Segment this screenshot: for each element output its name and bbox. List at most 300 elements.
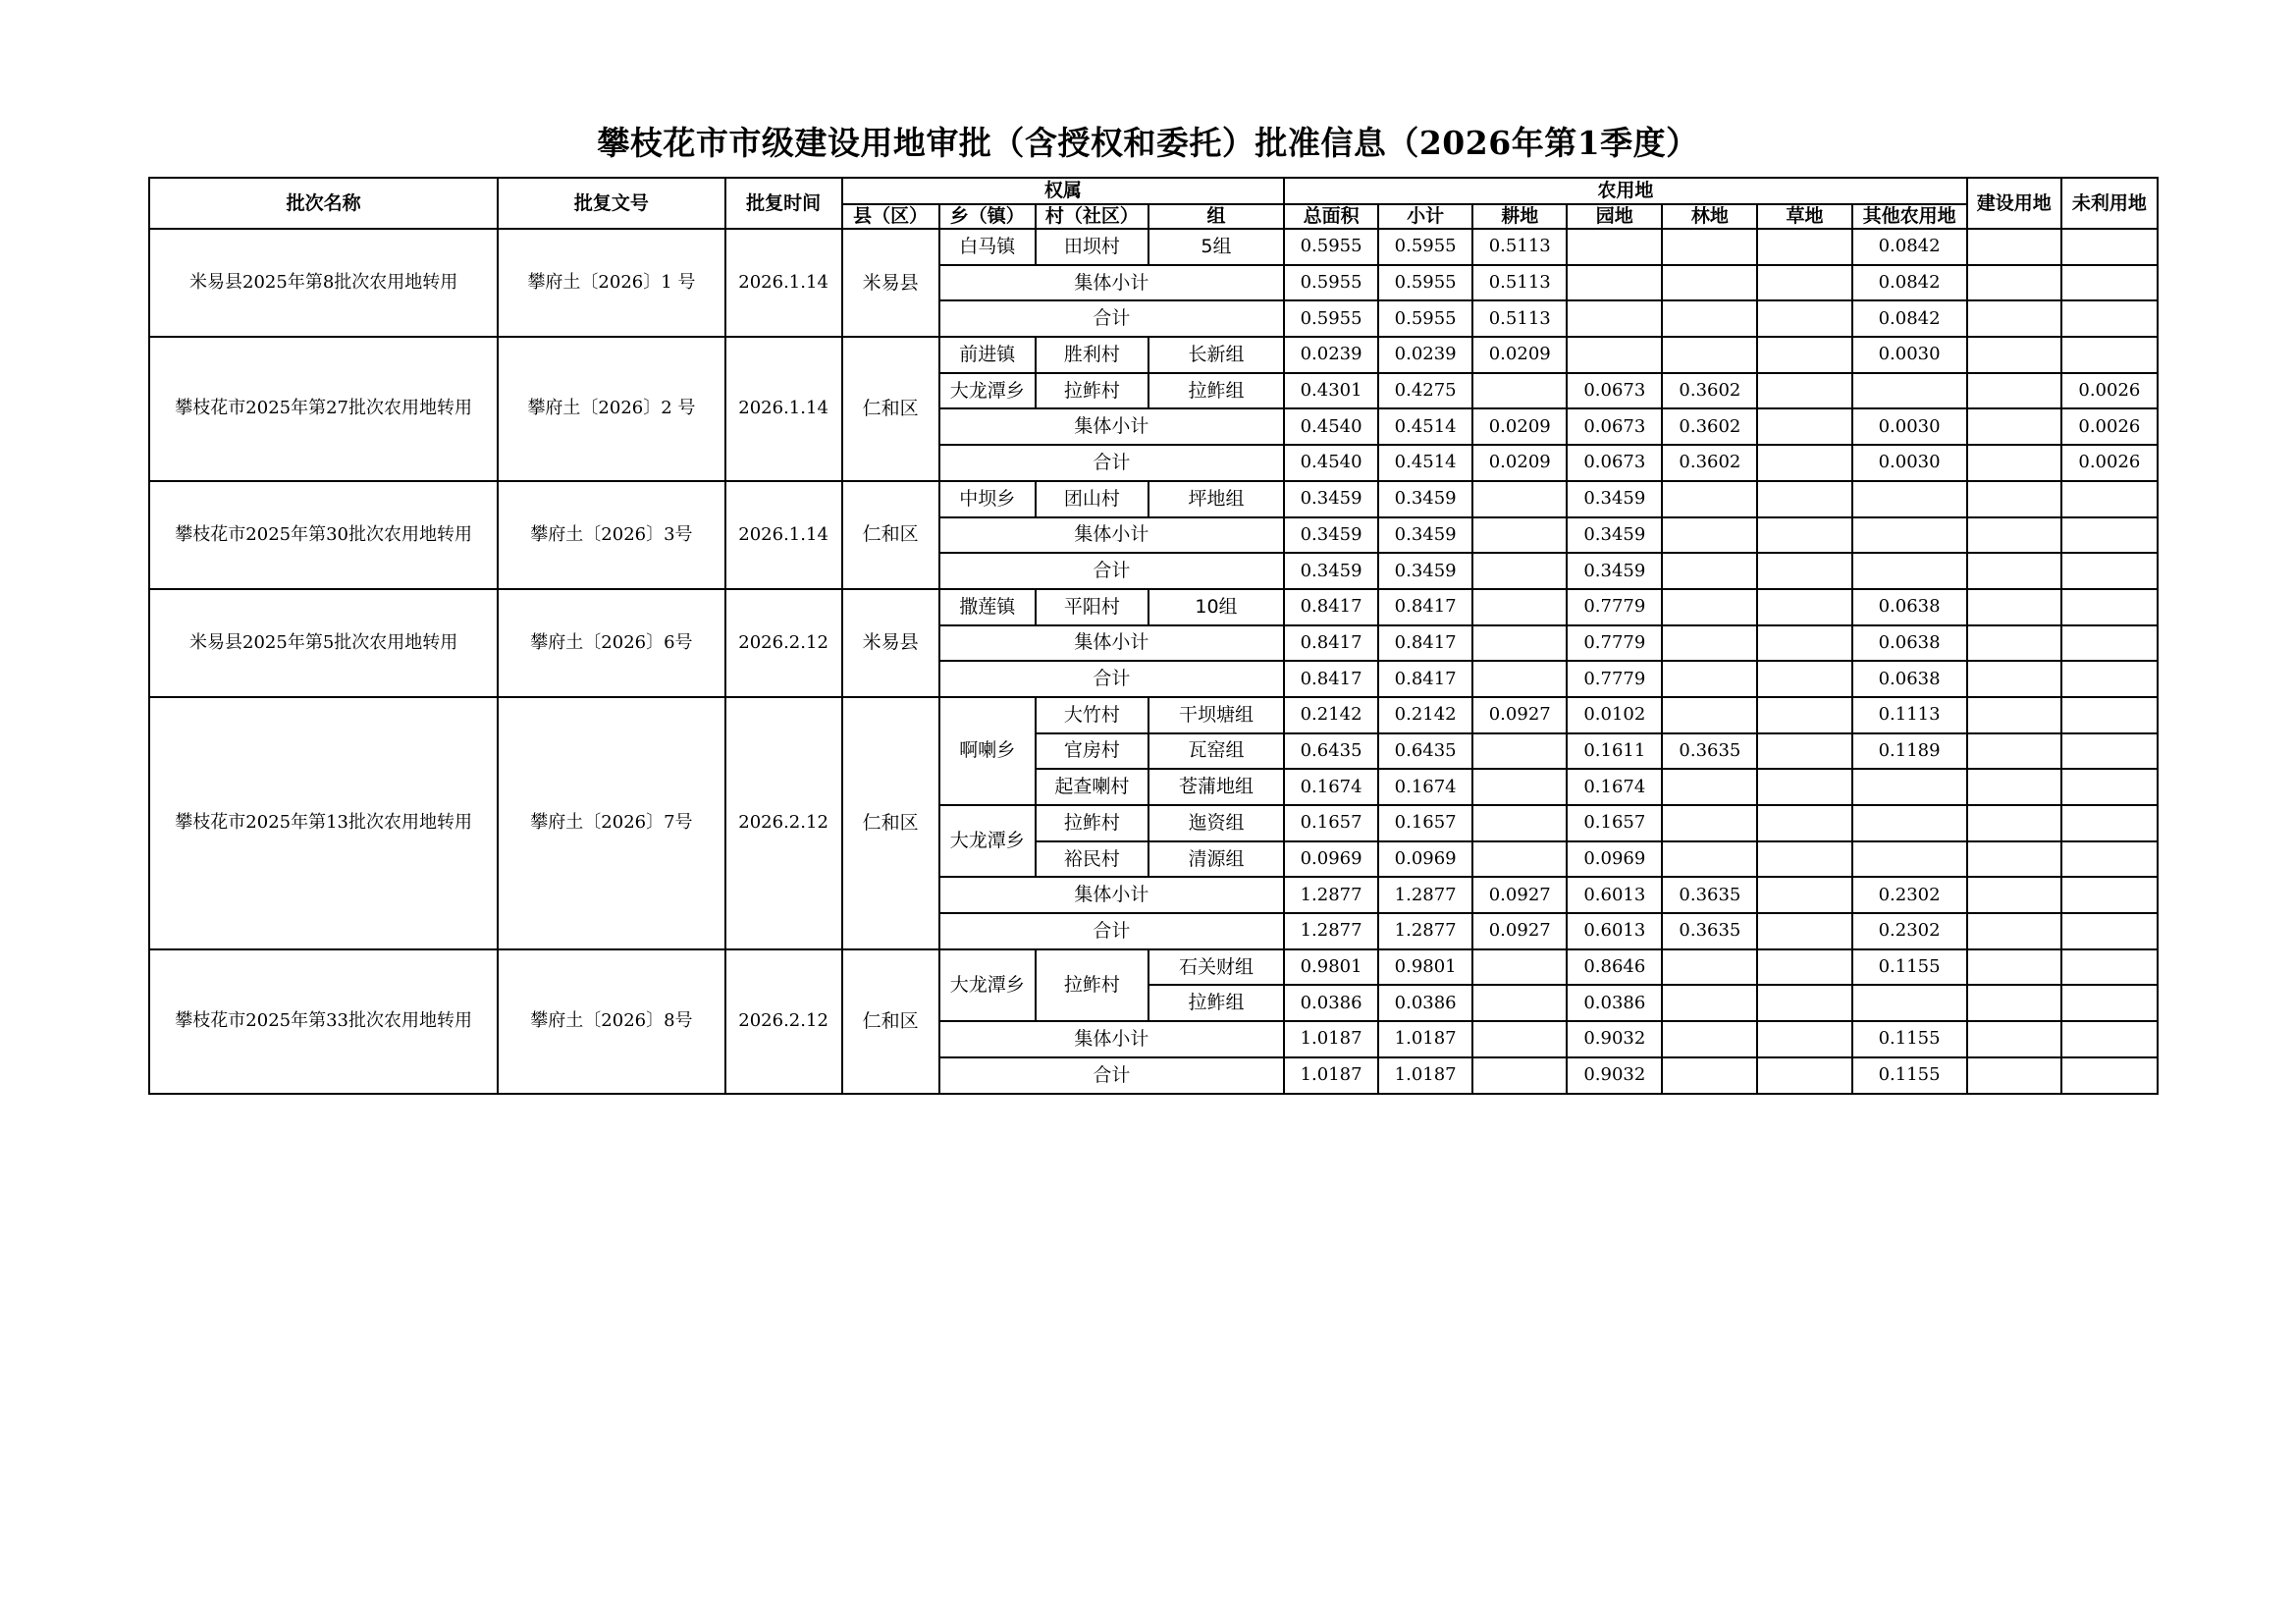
cell-date: 2026.1.14	[725, 481, 842, 589]
cell-village: 拉鲊村	[1036, 949, 1148, 1021]
cell-construction	[1967, 913, 2061, 949]
cell-forest	[1662, 661, 1757, 697]
cell-doc-no: 攀府土〔2026〕2 号	[498, 337, 724, 481]
cell-total-area: 0.4301	[1284, 373, 1378, 409]
cell-unused	[2061, 1021, 2158, 1057]
cell-cultivated	[1472, 661, 1567, 697]
cell-total-area: 0.0239	[1284, 337, 1378, 373]
cell-doc-no: 攀府土〔2026〕8号	[498, 949, 724, 1094]
cell-cultivated: 0.0209	[1472, 445, 1567, 481]
cell-group: 拉鲊组	[1148, 985, 1284, 1021]
cell-unused	[2061, 265, 2158, 301]
cell-doc-no: 攀府土〔2026〕3号	[498, 481, 724, 589]
cell-grass	[1757, 1057, 1851, 1094]
cell-forest: 0.3602	[1662, 373, 1757, 409]
cell-subtotal: 0.4275	[1378, 373, 1472, 409]
cell-other-agri	[1852, 553, 1967, 589]
cell-construction	[1967, 769, 2061, 805]
cell-total-area: 0.3459	[1284, 481, 1378, 517]
cell-total-area: 0.8417	[1284, 589, 1378, 625]
cell-forest	[1662, 1057, 1757, 1094]
cell-cultivated	[1472, 949, 1567, 986]
cell-other-agri: 0.0638	[1852, 625, 1967, 662]
cell-subtotal: 0.8417	[1378, 625, 1472, 662]
cell-forest	[1662, 949, 1757, 986]
cell-unused	[2061, 1057, 2158, 1094]
cell-village: 拉鲊村	[1036, 373, 1148, 409]
cell-forest: 0.3602	[1662, 408, 1757, 445]
cell-grass	[1757, 661, 1851, 697]
cell-other-agri: 0.0638	[1852, 661, 1967, 697]
cell-date: 2026.1.14	[725, 229, 842, 337]
cell-village: 平阳村	[1036, 589, 1148, 625]
cell-batch-name: 攀枝花市2025年第13批次农用地转用	[149, 697, 498, 949]
total-label: 合计	[939, 661, 1284, 697]
header-date: 批复时间	[725, 178, 842, 229]
cell-total-area: 0.8417	[1284, 661, 1378, 697]
collective-subtotal-label: 集体小计	[939, 1021, 1284, 1057]
cell-township: 中坝乡	[939, 481, 1036, 517]
cell-date: 2026.2.12	[725, 949, 842, 1094]
table-row	[149, 337, 2158, 373]
total-label: 合计	[939, 445, 1284, 481]
cell-subtotal: 0.0239	[1378, 337, 1472, 373]
collective-subtotal-label: 集体小计	[939, 625, 1284, 662]
cell-construction	[1967, 229, 2061, 265]
cell-forest	[1662, 769, 1757, 805]
cell-batch-name: 攀枝花市2025年第33批次农用地转用	[149, 949, 498, 1094]
cell-subtotal: 0.2142	[1378, 697, 1472, 733]
cell-other-agri: 0.1189	[1852, 733, 1967, 770]
cell-subtotal: 0.8417	[1378, 589, 1472, 625]
approval-table	[148, 177, 2159, 1095]
cell-construction	[1967, 481, 2061, 517]
cell-construction	[1967, 300, 2061, 337]
cell-village: 胜利村	[1036, 337, 1148, 373]
cell-total-area: 0.6435	[1284, 733, 1378, 770]
cell-group: 坪地组	[1148, 481, 1284, 517]
cell-total-area: 0.1674	[1284, 769, 1378, 805]
cell-grass	[1757, 553, 1851, 589]
header-row-1	[149, 178, 2158, 204]
cell-grass	[1757, 697, 1851, 733]
cell-unused	[2061, 769, 2158, 805]
cell-date: 2026.1.14	[725, 337, 842, 481]
cell-forest	[1662, 481, 1757, 517]
cell-subtotal: 1.2877	[1378, 877, 1472, 913]
cell-township: 啊喇乡	[939, 697, 1036, 805]
cell-village: 拉鲊村	[1036, 805, 1148, 841]
table-row	[149, 949, 2158, 986]
cell-grass	[1757, 805, 1851, 841]
cell-garden	[1567, 265, 1662, 301]
cell-other-agri: 0.0030	[1852, 337, 1967, 373]
cell-construction	[1967, 553, 2061, 589]
cell-unused	[2061, 517, 2158, 554]
cell-other-agri	[1852, 985, 1967, 1021]
cell-unused	[2061, 841, 2158, 878]
header-cultivated: 耕地	[1472, 204, 1567, 229]
cell-garden: 0.6013	[1567, 913, 1662, 949]
cell-unused	[2061, 697, 2158, 733]
cell-unused: 0.0026	[2061, 408, 2158, 445]
cell-forest: 0.3635	[1662, 733, 1757, 770]
cell-other-agri: 0.1155	[1852, 949, 1967, 986]
cell-other-agri	[1852, 481, 1967, 517]
cell-other-agri: 0.2302	[1852, 913, 1967, 949]
cell-batch-name: 攀枝花市2025年第30批次农用地转用	[149, 481, 498, 589]
total-label: 合计	[939, 913, 1284, 949]
cell-other-agri: 0.0638	[1852, 589, 1967, 625]
cell-grass	[1757, 337, 1851, 373]
cell-grass	[1757, 625, 1851, 662]
total-label: 合计	[939, 553, 1284, 589]
cell-county: 米易县	[842, 229, 939, 337]
cell-forest	[1662, 553, 1757, 589]
cell-unused	[2061, 481, 2158, 517]
cell-subtotal: 0.3459	[1378, 481, 1472, 517]
cell-total-area: 0.3459	[1284, 553, 1378, 589]
cell-grass	[1757, 913, 1851, 949]
cell-other-agri: 0.2302	[1852, 877, 1967, 913]
cell-group: 瓦窑组	[1148, 733, 1284, 770]
cell-other-agri	[1852, 841, 1967, 878]
cell-township: 大龙潭乡	[939, 949, 1036, 1021]
cell-subtotal: 1.2877	[1378, 913, 1472, 949]
cell-total-area: 0.5955	[1284, 265, 1378, 301]
cell-total-area: 0.4540	[1284, 445, 1378, 481]
cell-construction	[1967, 589, 2061, 625]
cell-forest	[1662, 517, 1757, 554]
cell-other-agri: 0.1155	[1852, 1021, 1967, 1057]
cell-unused	[2061, 985, 2158, 1021]
cell-garden: 0.1674	[1567, 769, 1662, 805]
cell-group: 长新组	[1148, 337, 1284, 373]
cell-subtotal: 0.6435	[1378, 733, 1472, 770]
header-construction: 建设用地	[1967, 178, 2061, 229]
cell-cultivated	[1472, 481, 1567, 517]
cell-total-area: 1.2877	[1284, 877, 1378, 913]
cell-garden	[1567, 229, 1662, 265]
cell-construction	[1967, 949, 2061, 986]
table-row	[149, 481, 2158, 517]
cell-township: 前进镇	[939, 337, 1036, 373]
table-body	[149, 229, 2158, 1094]
cell-garden: 0.0673	[1567, 445, 1662, 481]
header-agri: 农用地	[1284, 178, 1967, 204]
cell-total-area: 0.5955	[1284, 229, 1378, 265]
cell-cultivated: 0.0209	[1472, 337, 1567, 373]
cell-grass	[1757, 841, 1851, 878]
cell-construction	[1967, 408, 2061, 445]
cell-grass	[1757, 1021, 1851, 1057]
cell-other-agri: 0.0842	[1852, 300, 1967, 337]
cell-cultivated: 0.0209	[1472, 408, 1567, 445]
cell-subtotal: 0.5955	[1378, 300, 1472, 337]
cell-subtotal: 0.1657	[1378, 805, 1472, 841]
cell-county: 米易县	[842, 589, 939, 697]
cell-subtotal: 1.0187	[1378, 1021, 1472, 1057]
cell-group: 清源组	[1148, 841, 1284, 878]
cell-unused	[2061, 589, 2158, 625]
cell-construction	[1967, 877, 2061, 913]
cell-forest: 0.3602	[1662, 445, 1757, 481]
cell-other-agri: 0.0030	[1852, 445, 1967, 481]
cell-garden: 0.7779	[1567, 625, 1662, 662]
cell-garden: 0.9032	[1567, 1057, 1662, 1094]
header-village: 村（社区）	[1036, 204, 1148, 229]
cell-subtotal: 0.3459	[1378, 553, 1472, 589]
cell-unused	[2061, 913, 2158, 949]
cell-county: 仁和区	[842, 481, 939, 589]
cell-grass	[1757, 300, 1851, 337]
cell-other-agri: 0.1155	[1852, 1057, 1967, 1094]
header-township: 乡（镇）	[939, 204, 1036, 229]
cell-batch-name: 米易县2025年第5批次农用地转用	[149, 589, 498, 697]
cell-cultivated	[1472, 769, 1567, 805]
total-label: 合计	[939, 300, 1284, 337]
cell-unused	[2061, 625, 2158, 662]
cell-cultivated: 0.5113	[1472, 265, 1567, 301]
cell-subtotal: 0.5955	[1378, 229, 1472, 265]
cell-subtotal: 1.0187	[1378, 1057, 1472, 1094]
cell-cultivated	[1472, 1021, 1567, 1057]
cell-garden: 0.0386	[1567, 985, 1662, 1021]
cell-other-agri	[1852, 517, 1967, 554]
document-title: 攀枝花市市级建设用地审批（含授权和委托）批准信息（2026年第1季度）	[597, 124, 1699, 162]
cell-unused	[2061, 805, 2158, 841]
header-group: 组	[1148, 204, 1284, 229]
cell-grass	[1757, 408, 1851, 445]
cell-grass	[1757, 733, 1851, 770]
cell-cultivated: 0.0927	[1472, 913, 1567, 949]
cell-cultivated: 0.0927	[1472, 697, 1567, 733]
cell-subtotal: 0.9801	[1378, 949, 1472, 986]
cell-unused	[2061, 229, 2158, 265]
cell-date: 2026.2.12	[725, 697, 842, 949]
cell-garden: 0.0673	[1567, 408, 1662, 445]
header-garden: 园地	[1567, 204, 1662, 229]
cell-forest: 0.3635	[1662, 913, 1757, 949]
table-row	[149, 229, 2158, 265]
cell-garden: 0.3459	[1567, 481, 1662, 517]
table-row	[149, 589, 2158, 625]
cell-construction	[1967, 841, 2061, 878]
cell-group: 拉鲊组	[1148, 373, 1284, 409]
cell-township: 撒莲镇	[939, 589, 1036, 625]
cell-garden: 0.1657	[1567, 805, 1662, 841]
cell-other-agri: 0.0842	[1852, 229, 1967, 265]
cell-village: 起查喇村	[1036, 769, 1148, 805]
cell-construction	[1967, 445, 2061, 481]
cell-forest	[1662, 805, 1757, 841]
cell-forest	[1662, 300, 1757, 337]
cell-cultivated	[1472, 517, 1567, 554]
cell-total-area: 0.8417	[1284, 625, 1378, 662]
header-doc-no: 批复文号	[498, 178, 724, 229]
cell-construction	[1967, 805, 2061, 841]
cell-subtotal: 0.1674	[1378, 769, 1472, 805]
header-batch-name: 批次名称	[149, 178, 498, 229]
collective-subtotal-label: 集体小计	[939, 877, 1284, 913]
cell-garden: 0.0102	[1567, 697, 1662, 733]
cell-garden: 0.8646	[1567, 949, 1662, 986]
cell-township: 白马镇	[939, 229, 1036, 265]
cell-date: 2026.2.12	[725, 589, 842, 697]
cell-unused	[2061, 300, 2158, 337]
cell-forest	[1662, 265, 1757, 301]
cell-total-area: 1.2877	[1284, 913, 1378, 949]
cell-construction	[1967, 625, 2061, 662]
cell-grass	[1757, 949, 1851, 986]
cell-garden: 0.3459	[1567, 517, 1662, 554]
cell-cultivated: 0.0927	[1472, 877, 1567, 913]
cell-garden: 0.1611	[1567, 733, 1662, 770]
cell-garden: 0.3459	[1567, 553, 1662, 589]
cell-county: 仁和区	[842, 949, 939, 1094]
cell-forest	[1662, 337, 1757, 373]
cell-cultivated: 0.5113	[1472, 300, 1567, 337]
cell-subtotal: 0.3459	[1378, 517, 1472, 554]
cell-unused: 0.0026	[2061, 445, 2158, 481]
cell-construction	[1967, 265, 2061, 301]
cell-cultivated	[1472, 805, 1567, 841]
header-forest: 林地	[1662, 204, 1757, 229]
cell-forest	[1662, 229, 1757, 265]
cell-garden: 0.0673	[1567, 373, 1662, 409]
cell-grass	[1757, 373, 1851, 409]
cell-village: 大竹村	[1036, 697, 1148, 733]
cell-construction	[1967, 1057, 2061, 1094]
cell-garden: 0.7779	[1567, 661, 1662, 697]
cell-grass	[1757, 265, 1851, 301]
cell-total-area: 1.0187	[1284, 1021, 1378, 1057]
cell-construction	[1967, 985, 2061, 1021]
cell-other-agri: 0.0030	[1852, 408, 1967, 445]
cell-grass	[1757, 877, 1851, 913]
cell-other-agri: 0.1113	[1852, 697, 1967, 733]
cell-group: 迤资组	[1148, 805, 1284, 841]
cell-village: 田坝村	[1036, 229, 1148, 265]
cell-other-agri: 0.0842	[1852, 265, 1967, 301]
header-total-area: 总面积	[1284, 204, 1378, 229]
cell-group: 石关财组	[1148, 949, 1284, 986]
cell-village: 官房村	[1036, 733, 1148, 770]
cell-village: 团山村	[1036, 481, 1148, 517]
cell-subtotal: 0.0969	[1378, 841, 1472, 878]
cell-total-area: 0.3459	[1284, 517, 1378, 554]
cell-garden	[1567, 300, 1662, 337]
cell-group: 苍蒲地组	[1148, 769, 1284, 805]
cell-forest	[1662, 1021, 1757, 1057]
cell-construction	[1967, 733, 2061, 770]
cell-construction	[1967, 337, 2061, 373]
cell-cultivated	[1472, 625, 1567, 662]
header-other-agri: 其他农用地	[1852, 204, 1967, 229]
cell-township: 大龙潭乡	[939, 805, 1036, 877]
cell-unused	[2061, 553, 2158, 589]
collective-subtotal-label: 集体小计	[939, 517, 1284, 554]
cell-grass	[1757, 985, 1851, 1021]
cell-unused	[2061, 877, 2158, 913]
cell-batch-name: 米易县2025年第8批次农用地转用	[149, 229, 498, 337]
cell-group: 5组	[1148, 229, 1284, 265]
cell-total-area: 0.5955	[1284, 300, 1378, 337]
cell-unused	[2061, 733, 2158, 770]
cell-subtotal: 0.5955	[1378, 265, 1472, 301]
cell-grass	[1757, 589, 1851, 625]
cell-construction	[1967, 373, 2061, 409]
cell-garden: 0.6013	[1567, 877, 1662, 913]
cell-village: 裕民村	[1036, 841, 1148, 878]
cell-subtotal: 0.4514	[1378, 445, 1472, 481]
cell-subtotal: 0.0386	[1378, 985, 1472, 1021]
cell-construction	[1967, 697, 2061, 733]
cell-garden: 0.0969	[1567, 841, 1662, 878]
cell-unused: 0.0026	[2061, 373, 2158, 409]
cell-unused	[2061, 949, 2158, 986]
cell-unused	[2061, 661, 2158, 697]
cell-grass	[1757, 769, 1851, 805]
cell-total-area: 0.9801	[1284, 949, 1378, 986]
cell-total-area: 0.0386	[1284, 985, 1378, 1021]
cell-subtotal: 0.4514	[1378, 408, 1472, 445]
cell-cultivated	[1472, 841, 1567, 878]
cell-forest	[1662, 589, 1757, 625]
cell-construction	[1967, 661, 2061, 697]
cell-cultivated	[1472, 733, 1567, 770]
cell-grass	[1757, 517, 1851, 554]
cell-other-agri	[1852, 805, 1967, 841]
cell-grass	[1757, 445, 1851, 481]
header-subtotal: 小计	[1378, 204, 1472, 229]
cell-forest	[1662, 841, 1757, 878]
cell-cultivated	[1472, 1057, 1567, 1094]
header-ownership: 权属	[842, 178, 1284, 204]
cell-group: 干坝塘组	[1148, 697, 1284, 733]
cell-doc-no: 攀府土〔2026〕6号	[498, 589, 724, 697]
cell-cultivated	[1472, 553, 1567, 589]
cell-forest	[1662, 625, 1757, 662]
cell-cultivated	[1472, 373, 1567, 409]
cell-grass	[1757, 481, 1851, 517]
cell-grass	[1757, 229, 1851, 265]
cell-subtotal: 0.8417	[1378, 661, 1472, 697]
cell-county: 仁和区	[842, 697, 939, 949]
cell-unused	[2061, 337, 2158, 373]
header-unused: 未利用地	[2061, 178, 2158, 229]
cell-doc-no: 攀府土〔2026〕1 号	[498, 229, 724, 337]
cell-total-area: 0.4540	[1284, 408, 1378, 445]
cell-construction	[1967, 517, 2061, 554]
header-county: 县（区）	[842, 204, 939, 229]
cell-county: 仁和区	[842, 337, 939, 481]
collective-subtotal-label: 集体小计	[939, 408, 1284, 445]
cell-cultivated	[1472, 589, 1567, 625]
cell-other-agri	[1852, 769, 1967, 805]
cell-total-area: 1.0187	[1284, 1057, 1378, 1094]
cell-garden	[1567, 337, 1662, 373]
cell-total-area: 0.0969	[1284, 841, 1378, 878]
cell-construction	[1967, 1021, 2061, 1057]
cell-township: 大龙潭乡	[939, 373, 1036, 409]
cell-total-area: 0.2142	[1284, 697, 1378, 733]
cell-batch-name: 攀枝花市2025年第27批次农用地转用	[149, 337, 498, 481]
cell-group: 10组	[1148, 589, 1284, 625]
header-grass: 草地	[1757, 204, 1851, 229]
collective-subtotal-label: 集体小计	[939, 265, 1284, 301]
cell-garden: 0.9032	[1567, 1021, 1662, 1057]
